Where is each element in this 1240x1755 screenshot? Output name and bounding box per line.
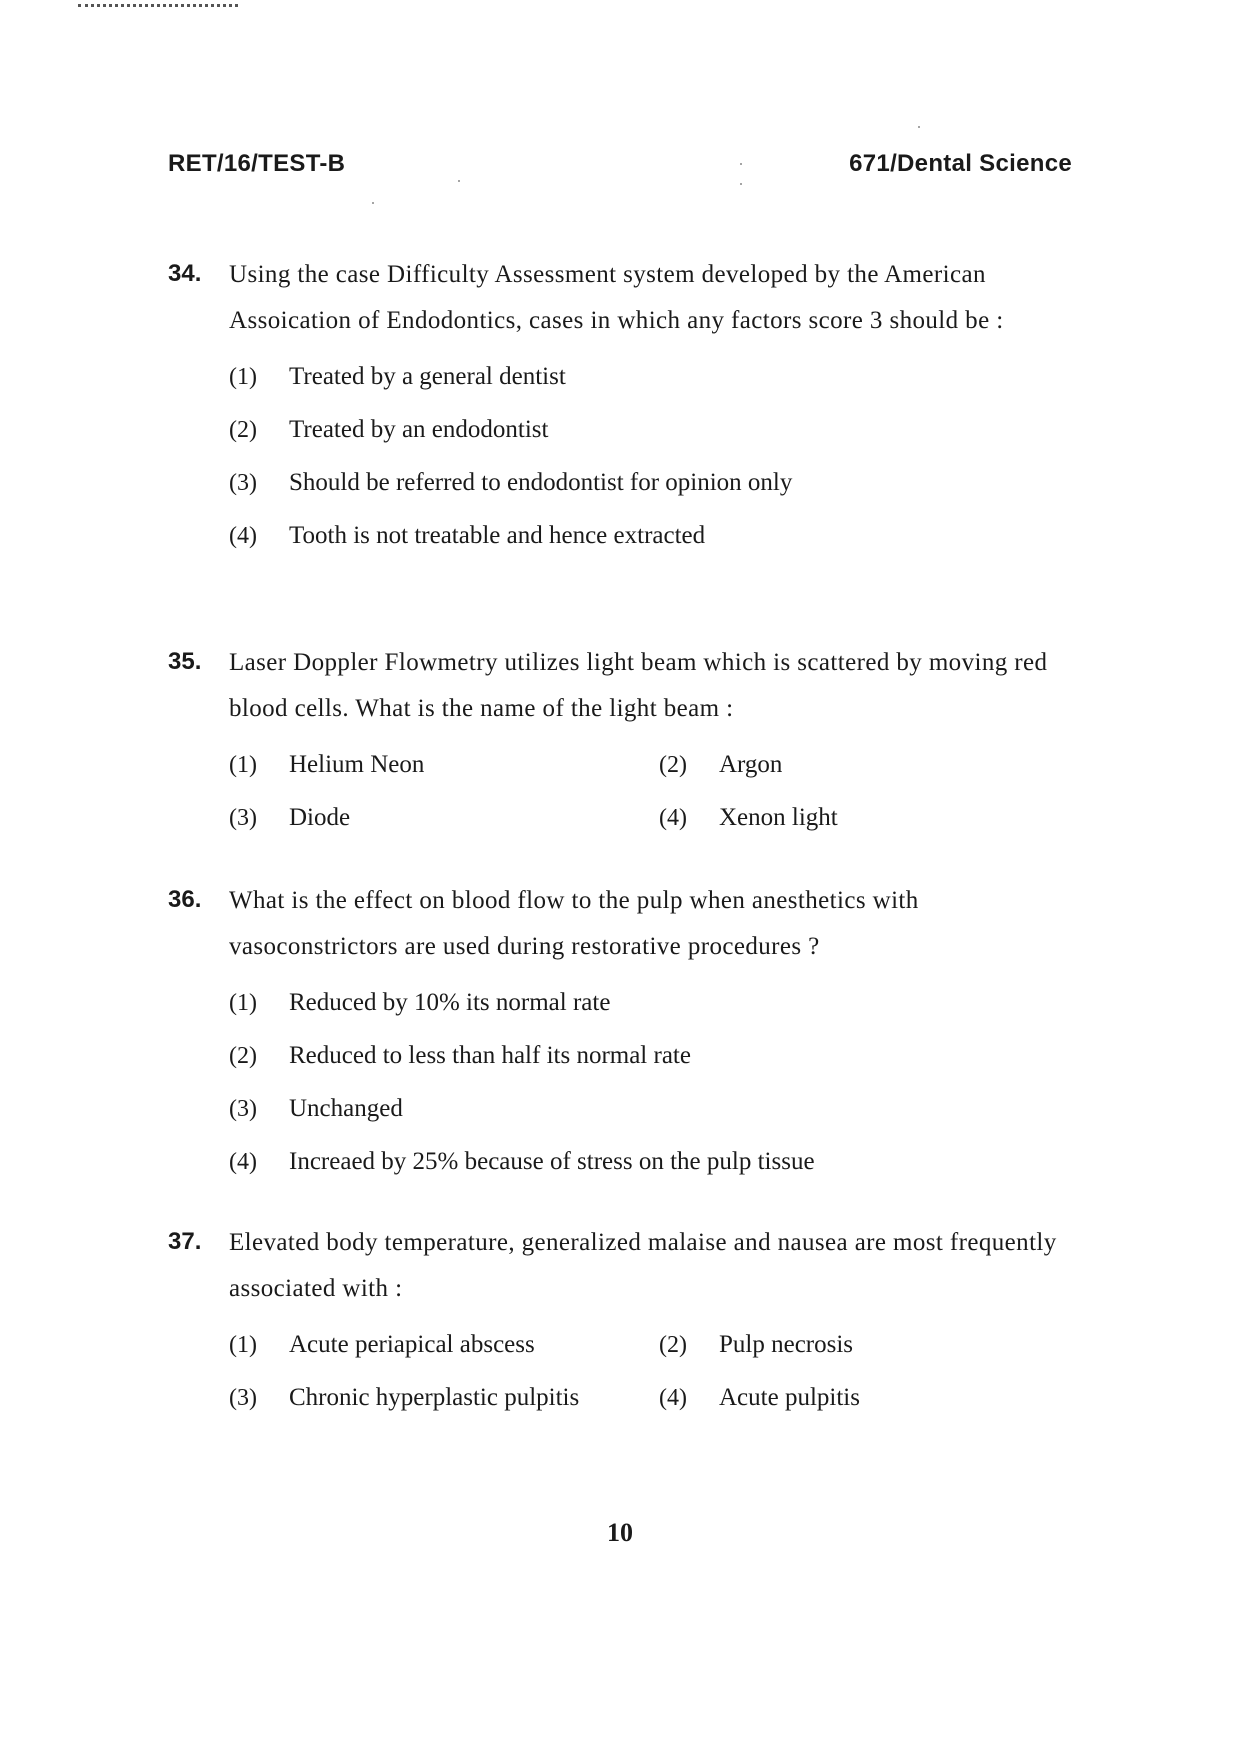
question-number: 37. [168, 1228, 202, 1255]
option [229, 738, 659, 791]
question-number: 35. [168, 648, 202, 675]
option-list [229, 350, 1088, 562]
option-text: Chronic hyperplastic pulpitis [289, 1384, 580, 1411]
option [659, 1318, 1089, 1371]
option [229, 456, 1088, 509]
option-number: (1) [229, 1332, 257, 1358]
option-number: (4) [229, 1149, 257, 1175]
option-text: Acute periapical abscess [289, 1331, 535, 1358]
option-text: Treated by a general dentist [289, 363, 566, 390]
option-list [229, 738, 1088, 844]
option [229, 1135, 1088, 1188]
option [229, 403, 1088, 456]
option [659, 791, 1089, 844]
option-number: (4) [229, 523, 257, 549]
option-number: (2) [229, 1043, 257, 1069]
question-text: Using the case Difficulty Assessment system developed by the American Assoication of Endodontics, cases in which any factors score 3 should be : [229, 261, 1004, 334]
option-text: Increaed by 25% because of stress on the pulp tissue [289, 1148, 815, 1175]
option-number: (1) [229, 364, 257, 390]
option-text: Tooth is not treatable and hence extracted [289, 522, 706, 549]
option-number: (4) [659, 1385, 687, 1411]
option-text: Helium Neon [289, 751, 425, 778]
option-text: Unchanged [289, 1095, 403, 1122]
option [229, 1082, 1088, 1135]
scan-edge-mark [78, 0, 238, 7]
scan-speck [372, 202, 374, 204]
option-list [229, 1318, 1088, 1424]
option-number: (2) [659, 752, 687, 778]
option-number: (3) [229, 470, 257, 496]
option-list [229, 976, 1088, 1188]
scan-speck [740, 183, 742, 185]
scan-speck [740, 163, 742, 165]
paper-code: RET/16/TEST-B [168, 150, 346, 177]
subject-title: 671/Dental Science [849, 150, 1072, 177]
option-number: (3) [229, 805, 257, 831]
option [659, 738, 1089, 791]
option-text: Acute pulpitis [719, 1384, 860, 1411]
question-35 [168, 640, 1088, 844]
option-number: (3) [229, 1385, 257, 1411]
option [229, 1318, 659, 1371]
option-text: Treated by an endodontist [289, 416, 549, 443]
option-number: (3) [229, 1096, 257, 1122]
question-text: Elevated body temperature, generalized malaise and nausea are most frequently associated with : [229, 1229, 1057, 1302]
option-text: Pulp necrosis [719, 1331, 854, 1358]
option [229, 791, 659, 844]
question-36 [168, 878, 1088, 1188]
question-number: 34. [168, 260, 202, 287]
option-text: Xenon light [719, 804, 838, 831]
option-number: (1) [229, 990, 257, 1016]
question-number: 36. [168, 886, 202, 913]
scan-speck [918, 126, 920, 128]
option-text: Reduced by 10% its normal rate [289, 989, 611, 1016]
question-text: What is the effect on blood flow to the pulp when anesthetics with vasoconstrictors are used during restorative procedures ? [229, 887, 919, 960]
question-37 [168, 1220, 1088, 1424]
option [229, 976, 1088, 1029]
option-number: (2) [659, 1332, 687, 1358]
option [659, 1371, 1089, 1424]
option-number: (2) [229, 417, 257, 443]
option [229, 509, 1088, 562]
scan-speck [458, 180, 460, 182]
option [229, 1371, 659, 1424]
option [229, 350, 1088, 403]
option-text: Should be referred to endodontist for opinion only [289, 469, 793, 496]
option-number: (1) [229, 752, 257, 778]
page-number: 10 [607, 1518, 633, 1547]
option-number: (4) [659, 805, 687, 831]
option-text: Diode [289, 804, 351, 831]
question-text: Laser Doppler Flowmetry utilizes light beam which is scattered by moving red blood cells. What is the name of the light beam : [229, 649, 1048, 722]
option-text: Argon [719, 751, 783, 778]
question-34 [168, 252, 1088, 562]
option [229, 1029, 1088, 1082]
option-text: Reduced to less than half its normal rate [289, 1042, 691, 1069]
